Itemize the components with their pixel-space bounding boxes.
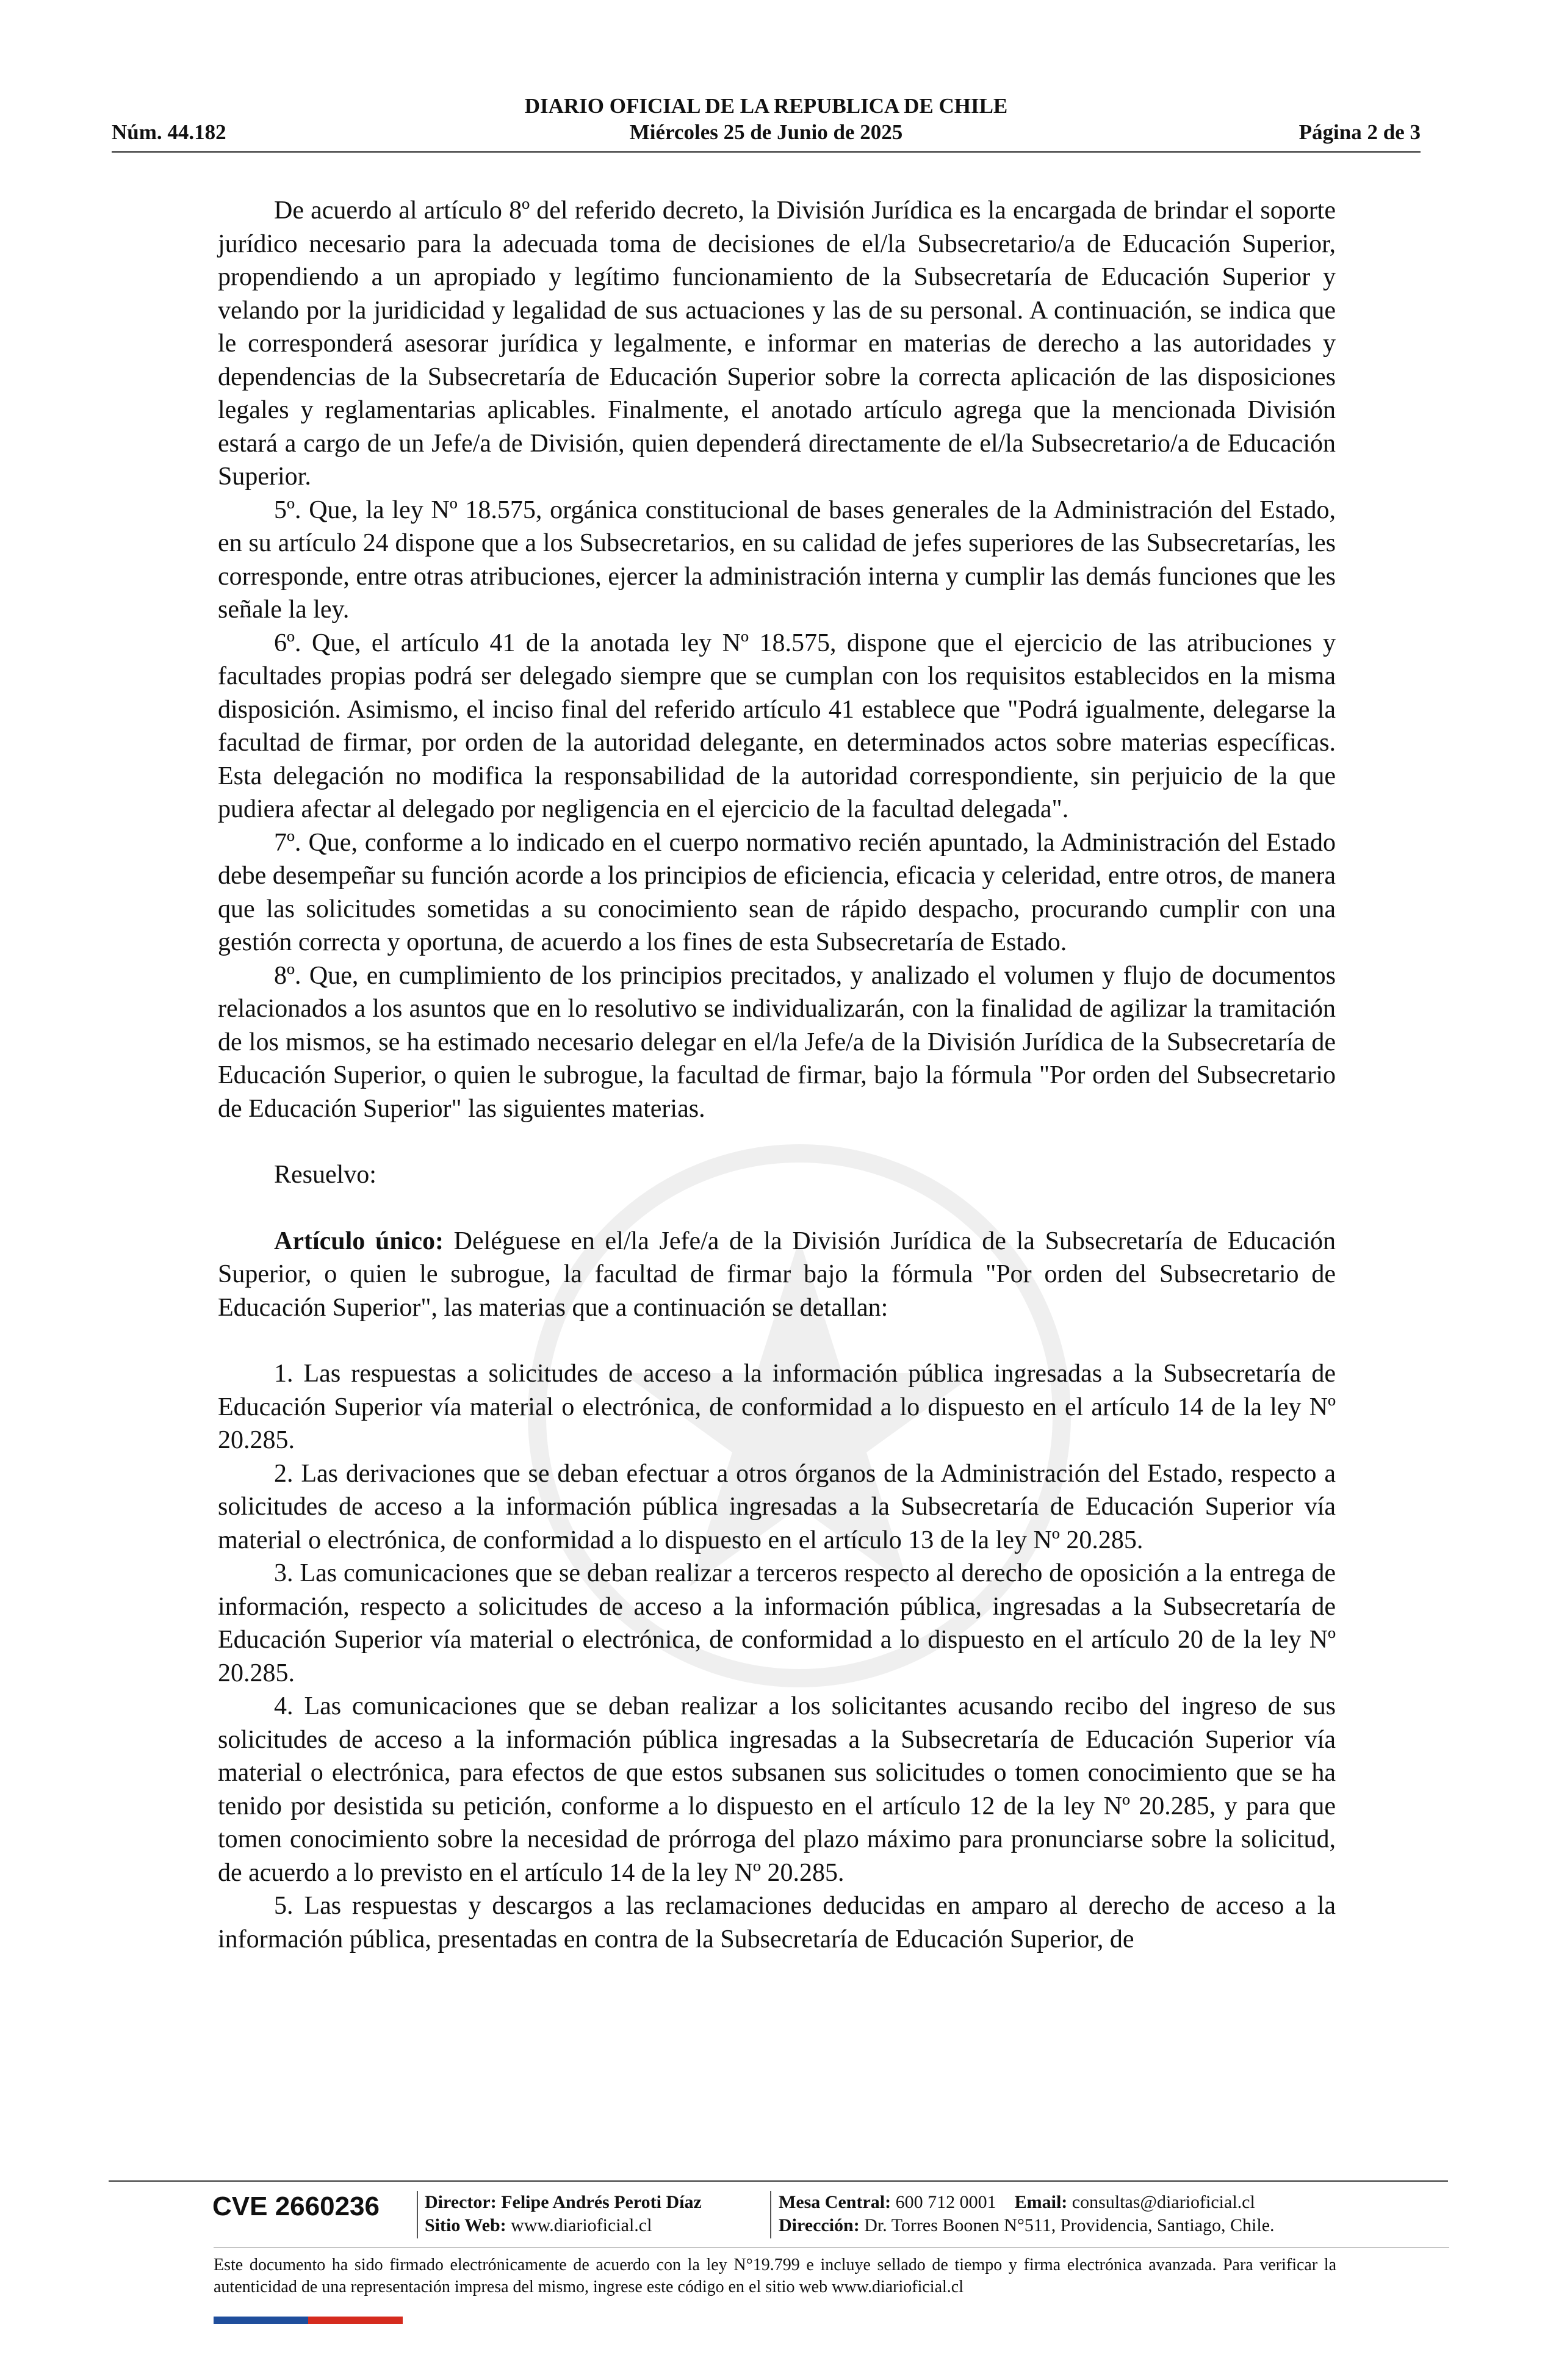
cve-code: CVE 2660236 [212,2191,380,2221]
issue-date: Miércoles 25 de Junio de 2025 [629,120,903,144]
list-item: 1. Las respuestas a solicitudes de acceso a la información pública ingresadas a la Subsecretaría de Educación Superior vía material o electrónica, de conformidad a lo dispuesto en el artículo 14 de la ley Nº 20.285. [218,1360,1336,1454]
director-label: Director: [425,2192,497,2212]
issue-number: Núm. 44.182 [112,120,226,144]
resuelvo-heading: Resuelvo: [274,1161,376,1189]
web-label: Sitio Web: [425,2215,506,2235]
mesa-label: Mesa Central: [779,2192,891,2212]
list-item: 2. Las derivaciones que se deban efectuar a otros órganos de la Administración del Estado, respecto a solicitudes de acceso a la información pública ingresadas a la Subsecretaría de Educación Superior vía material o electrónica, de conformidad a lo dispuesto en el artículo 13 de la ley Nº 20.285. [218,1459,1336,1554]
footer-divider [109,2180,1448,2182]
director-name: Felipe Andrés Peroti Díaz [501,2192,702,2212]
website-link[interactable]: www.diarioficial.cl [511,2215,652,2235]
paragraph-considerando-6: 6º. Que, el artículo 41 de la anotada ley Nº 18.575, dispone que el ejercicio de las atribuciones y facultades propias podrá ser delegado siempre que se cumplan con los requisitos establecidos en la misma disposición. Asimismo, el inciso final del referido artículo 41 establece que "Podrá igualmente, delegarse la facultad de firmar, por orden de la autoridad delegante, en determinados actos sobre materias específicas. Esta delegación no modifica la responsabilidad de la autoridad correspondiente, sin perjuicio de la que pudiera afectar al delegado por negligencia en el ejercicio de la facultad delegada". [218,629,1336,823]
articulo-unico-text: Deléguese en el/la Jefe/a de la División Jurídica de la Subsecretaría de Educación Superior, o quien le subrogue, la facultad de firmar bajo la fórmula "Por orden del Subsecretario de Educación Superior", las materias que a continuación se detallan: [218,1227,1336,1322]
list-item: 4. Las comunicaciones que se deban realizar a los solicitantes acusando recibo del ingreso de sus solicitudes de acceso a la información pública ingresadas a la Subsecretaría de Educación Superior vía material o electrónica, para efectos de que estos subsanen sus solicitudes o tomen conocimiento que se ha tenido por desistida su petición, conforme a lo dispuesto en el artículo 12 de la ley Nº 20.285, y para que tomen conocimiento sobre la necesidad de prórroga del plazo máximo para pronunciarse sobre la solicitud, de acuerdo a lo previsto en el artículo 14 de la ley Nº 20.285. [218,1692,1336,1887]
footer-director-block [425,2191,702,2237]
articulo-unico-label: Artículo único: [274,1227,444,1255]
direccion-value: Dr. Torres Boonen N°511, Providencia, Santiago, Chile. [864,2215,1275,2235]
document-body [218,194,1336,1956]
chile-flag-stripe [214,2317,403,2324]
paragraph-division-juridica: De acuerdo al artículo 8º del referido decreto, la División Jurídica es la encargada de brindar el soporte jurídico necesario para la adecuada toma de decisiones de el/la Subsecretario/a de Educación Superior, propendiendo a un apropiado y legítimo funcionamiento de la Subsecretaría de Educación Superior y velando por la juridicidad y legalidad de sus actuaciones y las de su personal. A continuación, se indica que le corresponderá asesorar jurídica y legalmente, e informar en materias de derecho a las autoridades y dependencias de la Subsecretaría de Educación Superior sobre la correcta aplicación de las disposiciones legales y reglamentarias aplicables. Finalmente, el anotado artículo agrega que la mencionada División estará a cargo de un Jefe/a de División, quien dependerá directamente de el/la Subsecretario/a de Educación Superior. [218,197,1336,491]
header-row [112,120,1421,147]
footer-contact-block [779,2191,1275,2237]
page-indicator: Página 2 de 3 [1298,120,1421,144]
header-divider [112,151,1421,153]
paragraph-considerando-7: 7º. Que, conforme a lo indicado en el cuerpo normativo recién apuntado, la Administración del Estado debe desempeñar su función acorde a los principios de eficiencia, eficacia y celeridad, entre otros, de manera que las solicitudes sometidas a su conocimiento sean de rápido despacho, procurando cumplir con una gestión correcta y oportuna, de acuerdo a los fines de esta Subsecretaría de Estado. [218,828,1336,956]
paragraph-considerando-5: 5º. Que, la ley Nº 18.575, orgánica constitucional de bases generales de la Administración del Estado, en su artículo 24 dispone que a los Subsecretarios, en su calidad de jefes superiores de las Subsecretarías, les corresponde, entre otras atribuciones, ejercer la administración interna y cumplir las demás funciones que les señale la ley. [218,496,1336,624]
footer-separator [417,2191,418,2238]
list-item: 3. Las comunicaciones que se deban realizar a terceros respecto al derecho de oposición a la entrega de información, respecto a solicitudes de acceso a la información pública, ingresadas a la Subsecretaría de Educación Superior vía material o electrónica, de conformidad a lo dispuesto en el artículo 20 de la ley Nº 20.285. [218,1559,1336,1687]
articulo-unico [218,1225,1336,1325]
mesa-phone: 600 712 0001 [895,2192,996,2212]
flag-blue-segment [214,2317,308,2324]
footer-separator [770,2191,771,2238]
email-label: Email: [1014,2192,1068,2212]
email-link[interactable]: consultas@diarioficial.cl [1072,2192,1255,2212]
newspaper-title: DIARIO OFICIAL DE LA REPUBLICA DE CHILE [524,94,1008,118]
flag-red-segment [308,2317,403,2324]
direccion-label: Dirección: [779,2215,860,2235]
page-header [112,93,1421,154]
list-item: 5. Las respuestas y descargos a las reclamaciones deducidas en amparo al derecho de acceso a la información pública, presentadas en contra de la Subsecretaría de Educación Superior, de [218,1892,1336,1953]
signature-note: Este documento ha sido firmado electrónicamente de acuerdo con la ley N°19.799 e incluye sellado de tiempo y firma electrónica avanzada. Para verificar la autenticidad de una representación impresa del mismo, ingrese este código en el sitio web www.diarioficial.cl [214,2256,1336,2296]
paragraph-considerando-8: 8º. Que, en cumplimiento de los principios precitados, y analizado el volumen y flujo de documentos relacionados a los asuntos que en lo resolutivo se individualizarán, con la finalidad de agilizar la tramitación de los mismos, se ha estimado necesario delegar en el/la Jefe/a de la División Jurídica de la Subsecretaría de Educación Superior, o quien le subrogue, la facultad de firmar, bajo la fórmula "Por orden del Subsecretario de Educación Superior" las siguientes materias. [218,961,1336,1123]
